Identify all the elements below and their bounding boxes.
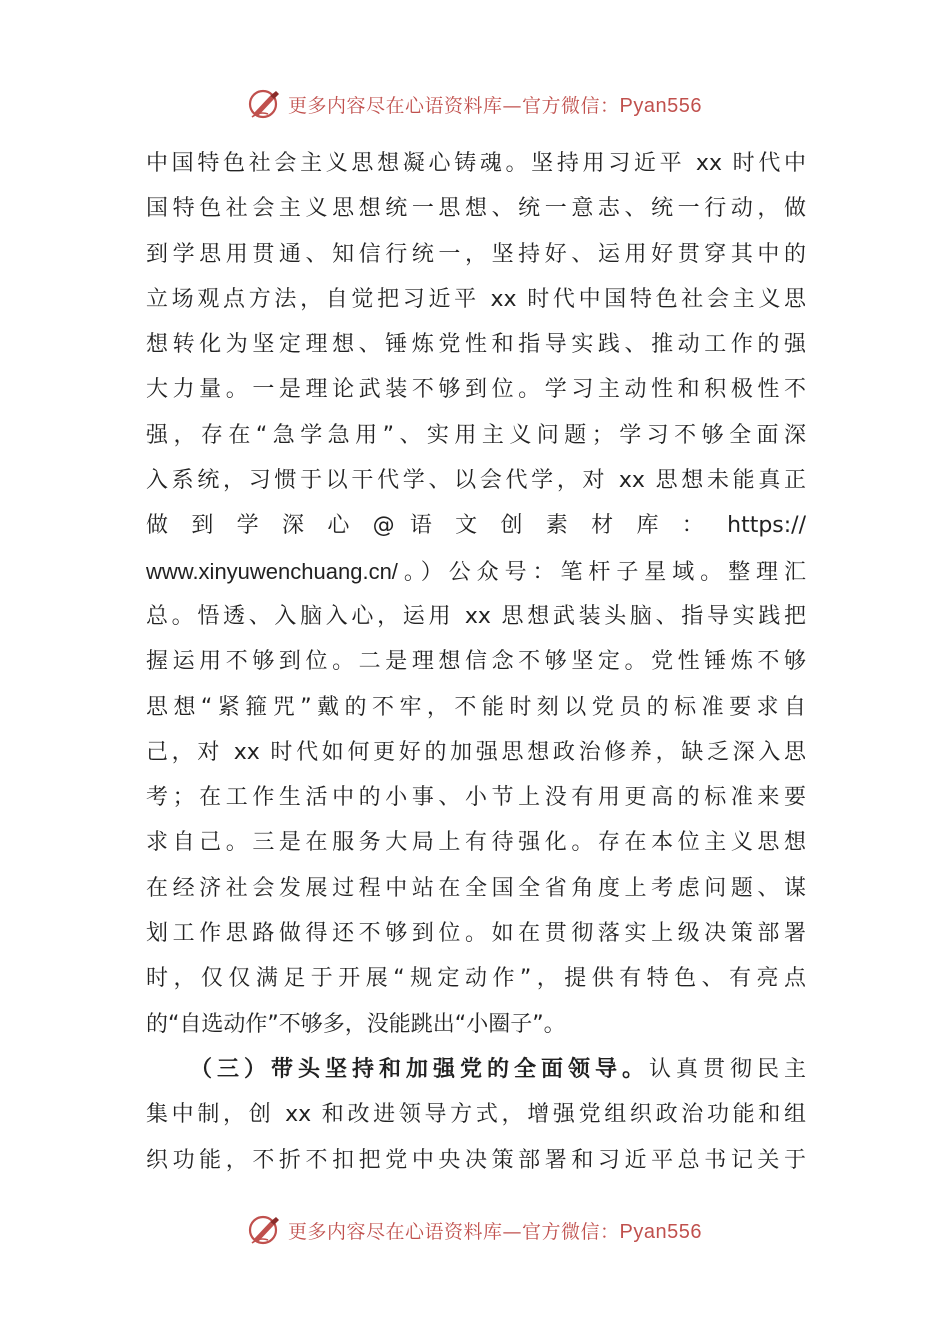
section-heading-line (146, 1047, 806, 1092)
text-line: 总。悟透、入脑入心，运用 xx 思想武装头脑、指导实践把 (146, 603, 806, 629)
banner-account: Pyan556 (619, 94, 702, 117)
text-line: www.xinyuwenchuang.cn/。）公众号：笔杆子星域。整理汇 (146, 558, 806, 584)
text-line: 求自己。三是在服务大局上有待强化。存在本位主义思想 (146, 830, 806, 856)
pen-logo-icon (248, 1213, 282, 1247)
text-line: 中国特色社会主义思想凝心铸魂。坚持用习近平 xx 时代中 (146, 151, 806, 176)
banner-account: Pyan556 (619, 1220, 702, 1243)
pen-logo-icon (248, 87, 282, 121)
text-line: 握运用不够到位。二是理想信念不够坚定。党性锤炼不够 (146, 649, 806, 675)
text-line: 的“自选动作”不够多，没能跳出“小圈子”。 (146, 1011, 566, 1037)
section-heading-rest: 认真贯彻民主 (648, 1056, 806, 1082)
footer-banner (0, 1210, 950, 1250)
text-line: 划工作思路做得还不够到位。如在贯彻落实上级决策部署 (146, 921, 806, 947)
banner-text: 更多内容尽在心语资料库—官方微信：Pyan556 (288, 94, 702, 117)
text-line: 强，存在“急学急用”、实用主义问题；学习不够全面深 (146, 422, 806, 448)
text-line: 织功能，不折不扣把党中央决策部署和习近平总书记关于 (146, 1147, 806, 1173)
text-line: 在经济社会发展过程中站在全国全省角度上考虑问题、谋 (146, 875, 806, 901)
text-line: 集中制，创 xx 和改进领导方式，增强党组织政治功能和组 (146, 1102, 806, 1128)
text-line: 思想“紧箍咒”戴的不牢，不能时刻以党员的标准要求自 (146, 694, 806, 720)
text-line: 考；在工作生活中的小事、小节上没有用更高的标准来要 (146, 785, 806, 811)
document-body (146, 141, 806, 1183)
banner-text: 更多内容尽在心语资料库—官方微信：Pyan556 (288, 1220, 702, 1243)
text-line: 想转化为坚定理想、锤炼党性和指导实践、推动工作的强 (146, 332, 806, 358)
text-line: 己，对 xx 时代如何更好的加强思想政治修养，缺乏深入思 (146, 739, 806, 765)
text-line: 国特色社会主义思想统一思想、统一意志、统一行动，做 (146, 196, 806, 222)
text-line: 立场观点方法，自觉把习近平 xx 时代中国特色社会主义思 (146, 286, 806, 312)
text-line: 入系统，习惯于以干代学、以会代学，对 xx 思想未能真正 (146, 468, 806, 494)
header-banner (0, 84, 950, 124)
text-line: 做 到 学 深 心 @ 语 文 创 素 材 库 ： https:// (146, 513, 806, 539)
section-heading: （三）带头坚持和加强党的全面领导。 (190, 1056, 649, 1082)
text-line: 大力量。一是理论武装不够到位。学习主动性和积极性不 (146, 377, 806, 403)
text-line: 到学思用贯通、知信行统一，坚持好、运用好贯穿其中的 (146, 241, 806, 267)
text-line: 时，仅仅满足于开展“规定动作”，提供有特色、有亮点 (146, 966, 806, 992)
